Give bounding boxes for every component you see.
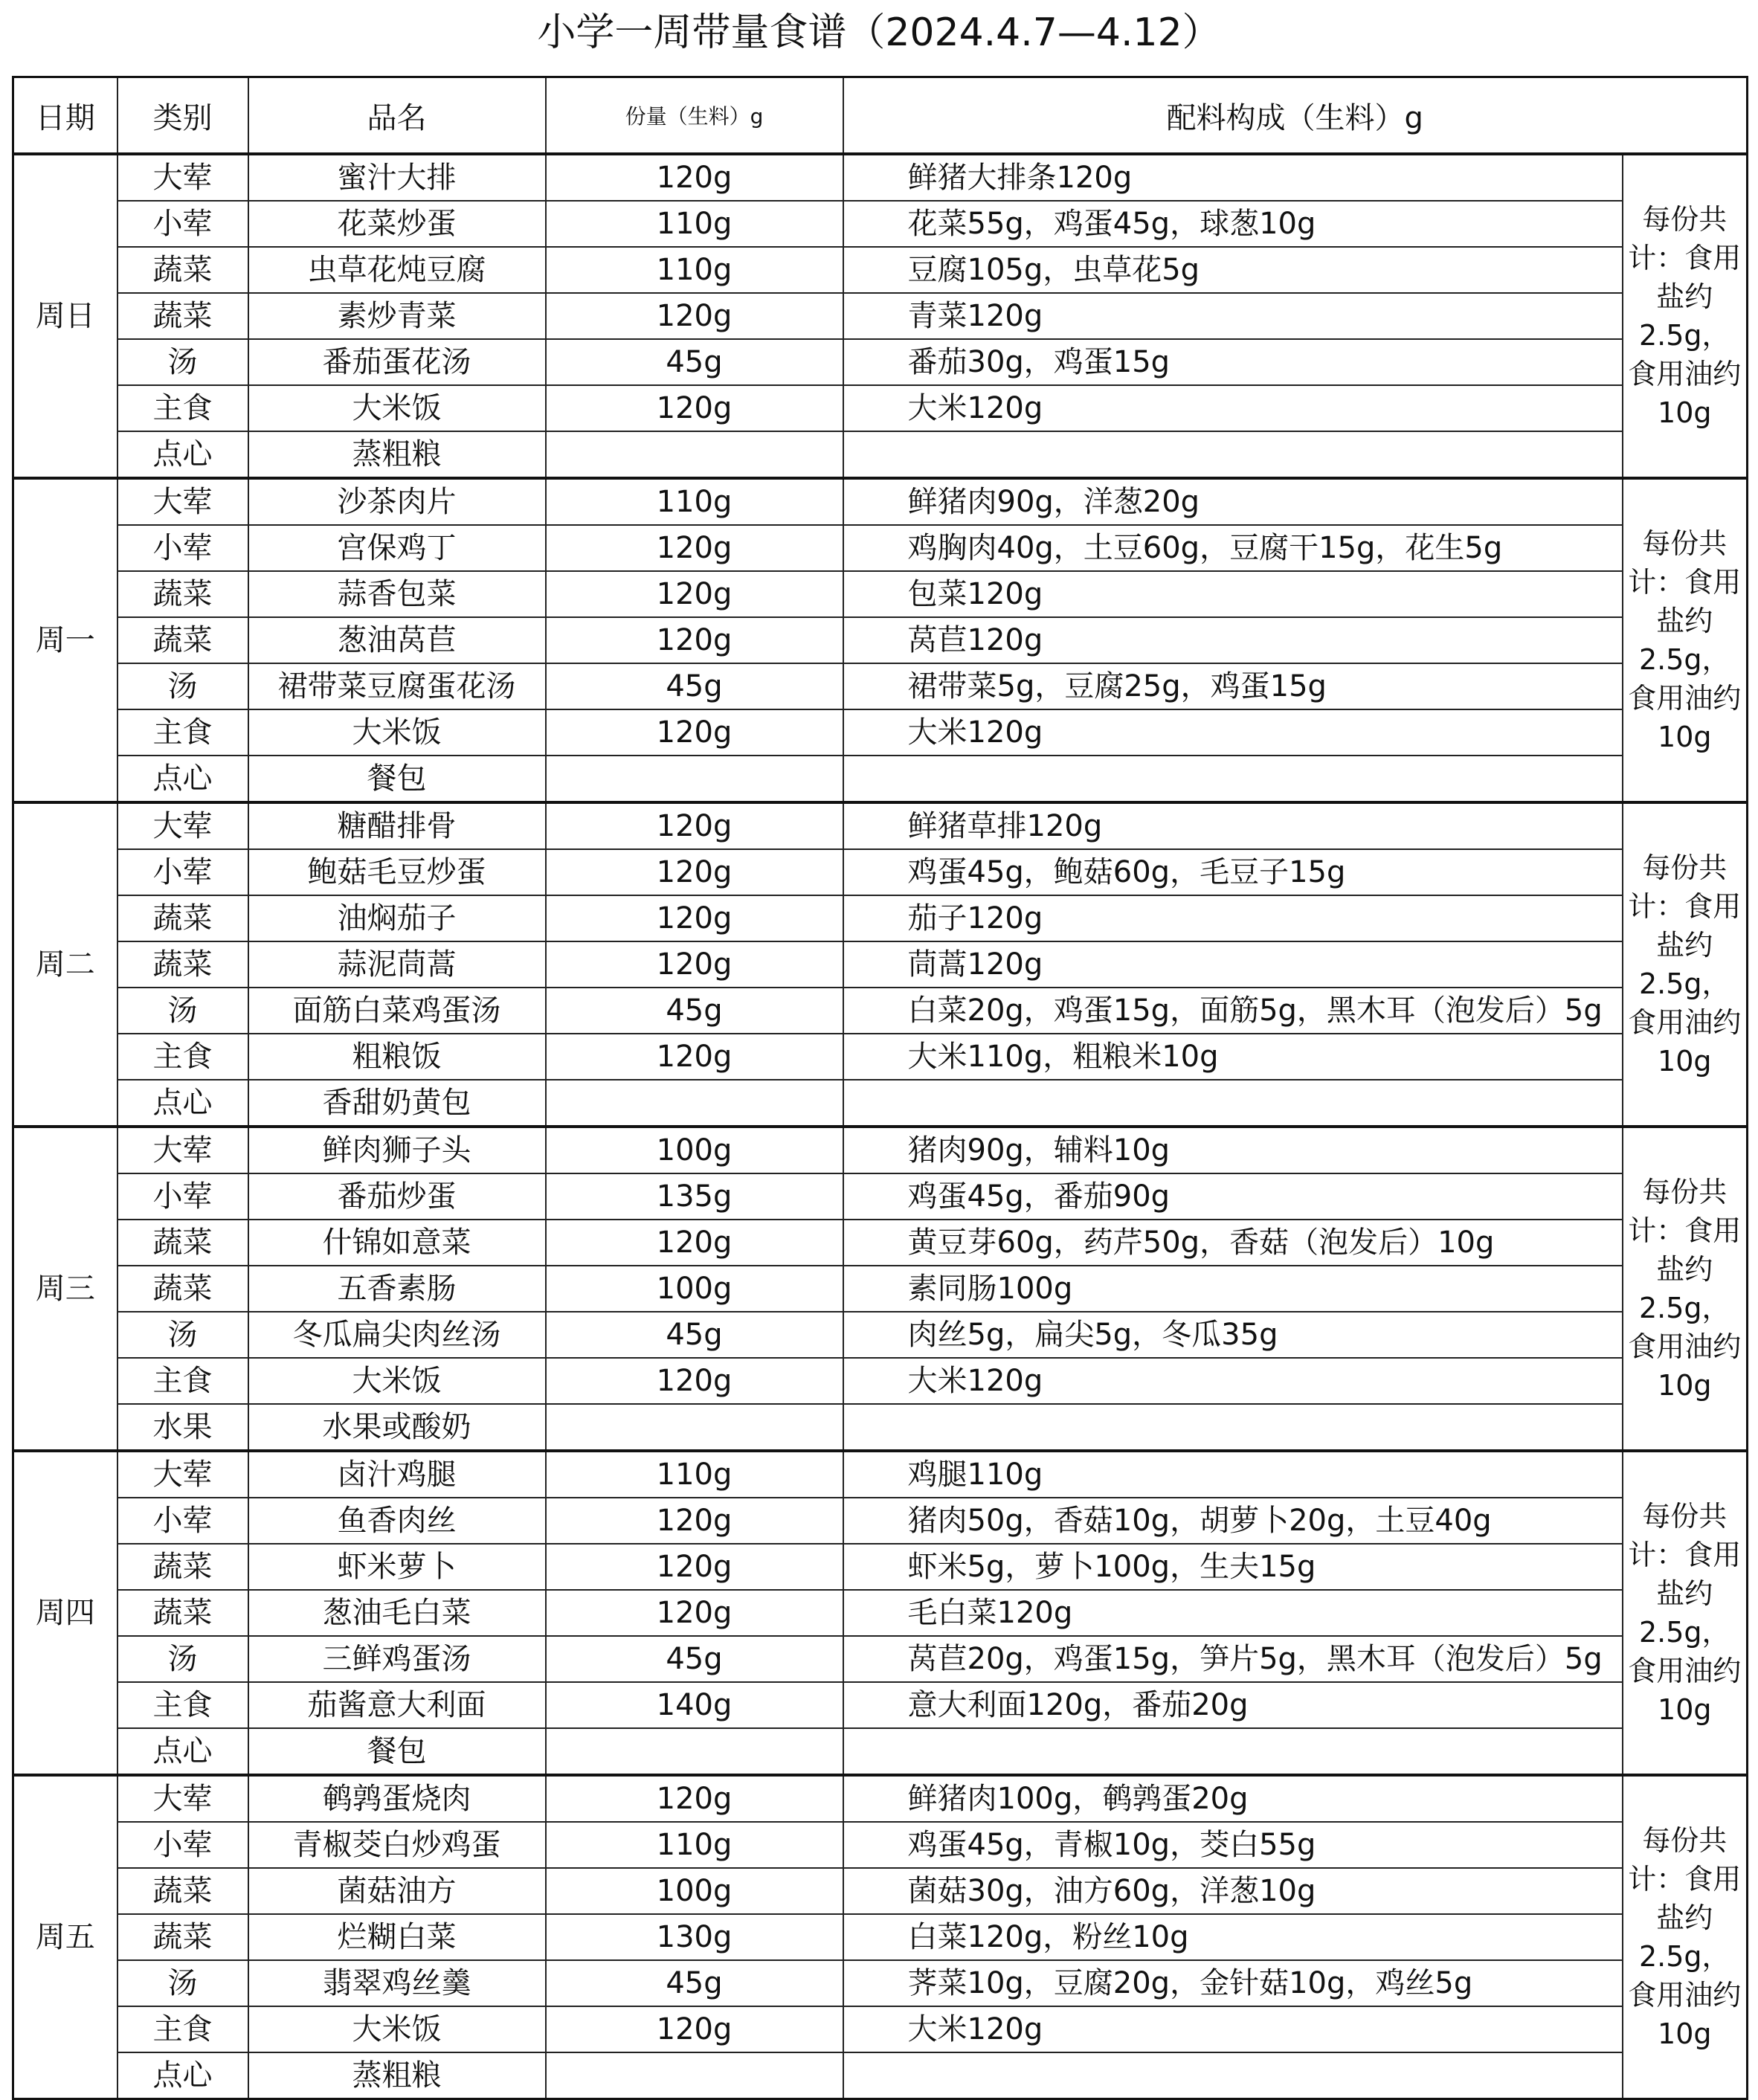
ingredients-cell: 黄豆芽60g，药芹50g，香菇（泡发后）10g <box>843 1220 1623 1266</box>
table-row <box>13 895 1748 941</box>
ingredients-cell: 莴苣20g，鸡蛋15g，笋片5g，黑木耳（泡发后）5g <box>843 1636 1623 1682</box>
daily-total-note: 每份共计：食用盐约2.5g，食用油约10g <box>1623 478 1748 802</box>
table-row <box>13 802 1748 849</box>
ingredients-cell <box>843 431 1623 478</box>
table-row <box>13 1498 1748 1544</box>
dish-name-cell: 素炒青菜 <box>248 293 546 339</box>
table-row <box>13 988 1748 1034</box>
dish-name-cell: 鹌鹑蛋烧肉 <box>248 1775 546 1822</box>
ingredients-cell: 白菜120g，粉丝10g <box>843 1914 1623 1960</box>
ingredients-cell: 鲜猪肉90g，洋葱20g <box>843 478 1623 525</box>
category-cell: 蔬菜 <box>117 1266 248 1312</box>
ingredients-cell: 豆腐105g，虫草花5g <box>843 247 1623 293</box>
day-cell: 周五 <box>13 1775 117 2099</box>
category-cell: 小荤 <box>117 525 248 571</box>
portion-cell: 100g <box>546 1266 843 1312</box>
ingredients-cell: 猪肉90g，辅料10g <box>843 1127 1623 1173</box>
category-cell: 汤 <box>117 663 248 709</box>
category-cell: 水果 <box>117 1404 248 1451</box>
header-dish-name: 品名 <box>248 77 546 155</box>
ingredients-cell: 包菜120g <box>843 571 1623 617</box>
ingredients-cell: 裙带菜5g，豆腐25g，鸡蛋15g <box>843 663 1623 709</box>
dish-name-cell: 番茄蛋花汤 <box>248 339 546 385</box>
category-cell: 小荤 <box>117 1822 248 1868</box>
category-cell: 蔬菜 <box>117 1914 248 1960</box>
header-date: 日期 <box>13 77 117 155</box>
table-row <box>13 709 1748 756</box>
table-row <box>13 1080 1748 1127</box>
ingredients-cell: 肉丝5g，扁尖5g，冬瓜35g <box>843 1312 1623 1358</box>
table-row <box>13 1220 1748 1266</box>
category-cell: 点心 <box>117 1728 248 1775</box>
ingredients-cell: 鲜猪大排条120g <box>843 154 1623 201</box>
category-cell: 主食 <box>117 1034 248 1080</box>
portion-cell: 120g <box>546 709 843 756</box>
dish-name-cell: 油焖茄子 <box>248 895 546 941</box>
dish-name-cell: 大米饭 <box>248 2006 546 2052</box>
category-cell: 主食 <box>117 385 248 431</box>
ingredients-cell: 鲜猪肉100g，鹌鹑蛋20g <box>843 1775 1623 1822</box>
dish-name-cell: 蒜香包菜 <box>248 571 546 617</box>
portion-cell: 45g <box>546 1960 843 2006</box>
daily-total-note: 每份共计：食用盐约2.5g，食用油约10g <box>1623 154 1748 478</box>
table-row <box>13 663 1748 709</box>
category-cell: 点心 <box>117 756 248 802</box>
portion-cell: 110g <box>546 1822 843 1868</box>
portion-cell: 120g <box>546 154 843 201</box>
portion-cell: 120g <box>546 1590 843 1636</box>
page-title: 小学一周带量食谱（2024.4.7—4.12） <box>537 10 1221 55</box>
ingredients-cell: 大米120g <box>843 2006 1623 2052</box>
ingredients-cell <box>843 2052 1623 2099</box>
category-cell: 汤 <box>117 1636 248 1682</box>
portion-cell <box>546 1080 843 1127</box>
category-cell: 蔬菜 <box>117 1590 248 1636</box>
ingredients-cell: 鸡胸肉40g，土豆60g，豆腐干15g，花生5g <box>843 525 1623 571</box>
table-row <box>13 431 1748 478</box>
portion-cell: 135g <box>546 1173 843 1220</box>
ingredients-cell: 番茄30g，鸡蛋15g <box>843 339 1623 385</box>
portion-cell: 100g <box>546 1127 843 1173</box>
category-cell: 大荤 <box>117 802 248 849</box>
portion-cell <box>546 1728 843 1775</box>
category-cell: 蔬菜 <box>117 895 248 941</box>
dish-name-cell: 大米饭 <box>248 709 546 756</box>
portion-cell <box>546 431 843 478</box>
dish-name-cell: 番茄炒蛋 <box>248 1173 546 1220</box>
portion-cell: 120g <box>546 849 843 895</box>
ingredients-cell: 茼蒿120g <box>843 941 1623 988</box>
ingredients-cell: 虾米5g，萝卜100g，生夫15g <box>843 1544 1623 1590</box>
ingredients-cell <box>843 756 1623 802</box>
day-cell: 周四 <box>13 1451 117 1775</box>
dish-name-cell: 鲍菇毛豆炒蛋 <box>248 849 546 895</box>
dish-name-cell: 餐包 <box>248 1728 546 1775</box>
dish-name-cell: 水果或酸奶 <box>248 1404 546 1451</box>
dish-name-cell: 五香素肠 <box>248 1266 546 1312</box>
table-row <box>13 1173 1748 1220</box>
table-row <box>13 1590 1748 1636</box>
portion-cell: 110g <box>546 201 843 247</box>
table-row <box>13 849 1748 895</box>
category-cell: 蔬菜 <box>117 617 248 663</box>
dish-name-cell: 翡翠鸡丝羹 <box>248 1960 546 2006</box>
day-cell: 周三 <box>13 1127 117 1451</box>
ingredients-cell: 大米120g <box>843 709 1623 756</box>
category-cell: 蔬菜 <box>117 293 248 339</box>
category-cell: 大荤 <box>117 1127 248 1173</box>
dish-name-cell: 大米饭 <box>248 1358 546 1404</box>
daily-total-note: 每份共计：食用盐约2.5g，食用油约10g <box>1623 802 1748 1127</box>
dish-name-cell: 青椒茭白炒鸡蛋 <box>248 1822 546 1868</box>
ingredients-cell: 茄子120g <box>843 895 1623 941</box>
daily-total-note: 每份共计：食用盐约2.5g，食用油约10g <box>1623 1775 1748 2099</box>
category-cell: 蔬菜 <box>117 941 248 988</box>
portion-cell: 45g <box>546 1636 843 1682</box>
category-cell: 汤 <box>117 339 248 385</box>
table-row <box>13 1034 1748 1080</box>
ingredients-cell <box>843 1080 1623 1127</box>
portion-cell: 120g <box>546 525 843 571</box>
portion-cell: 120g <box>546 1544 843 1590</box>
portion-cell: 120g <box>546 385 843 431</box>
table-row <box>13 1960 1748 2006</box>
category-cell: 蔬菜 <box>117 247 248 293</box>
category-cell: 大荤 <box>117 1775 248 1822</box>
dish-name-cell: 大米饭 <box>248 385 546 431</box>
portion-cell: 100g <box>546 1868 843 1914</box>
portion-cell: 45g <box>546 339 843 385</box>
dish-name-cell: 茄酱意大利面 <box>248 1682 546 1728</box>
table-row <box>13 385 1748 431</box>
table-row <box>13 1312 1748 1358</box>
ingredients-cell <box>843 1728 1623 1775</box>
table-row <box>13 1127 1748 1173</box>
table-row <box>13 1636 1748 1682</box>
dish-name-cell: 虫草花炖豆腐 <box>248 247 546 293</box>
dish-name-cell: 蒜泥茼蒿 <box>248 941 546 988</box>
menu-body <box>13 154 1748 2099</box>
ingredients-cell: 意大利面120g，番茄20g <box>843 1682 1623 1728</box>
dish-name-cell: 粗粮饭 <box>248 1034 546 1080</box>
dish-name-cell: 糖醋排骨 <box>248 802 546 849</box>
category-cell: 汤 <box>117 1960 248 2006</box>
portion-cell: 120g <box>546 571 843 617</box>
category-cell: 小荤 <box>117 1173 248 1220</box>
table-row <box>13 617 1748 663</box>
portion-cell <box>546 1404 843 1451</box>
category-cell: 小荤 <box>117 849 248 895</box>
portion-cell: 120g <box>546 293 843 339</box>
category-cell: 主食 <box>117 1358 248 1404</box>
daily-total-note: 每份共计：食用盐约2.5g，食用油约10g <box>1623 1451 1748 1775</box>
dish-name-cell: 菌菇油方 <box>248 1868 546 1914</box>
portion-cell: 140g <box>546 1682 843 1728</box>
table-row <box>13 525 1748 571</box>
table-row <box>13 1451 1748 1498</box>
table-row <box>13 941 1748 988</box>
table-row <box>13 1682 1748 1728</box>
ingredients-cell: 荠菜10g，豆腐20g，金针菇10g，鸡丝5g <box>843 1960 1623 2006</box>
table-row <box>13 1728 1748 1775</box>
category-cell: 小荤 <box>117 1498 248 1544</box>
category-cell: 汤 <box>117 1312 248 1358</box>
table-row <box>13 1358 1748 1404</box>
day-cell: 周二 <box>13 802 117 1127</box>
portion-cell: 120g <box>546 895 843 941</box>
portion-cell: 120g <box>546 1775 843 1822</box>
category-cell: 蔬菜 <box>117 1220 248 1266</box>
dish-name-cell: 冬瓜扁尖肉丝汤 <box>248 1312 546 1358</box>
ingredients-cell: 大米120g <box>843 385 1623 431</box>
category-cell: 小荤 <box>117 201 248 247</box>
ingredients-cell: 大米110g，粗粮米10g <box>843 1034 1623 1080</box>
portion-cell: 120g <box>546 2006 843 2052</box>
portion-cell: 120g <box>546 617 843 663</box>
dish-name-cell: 面筋白菜鸡蛋汤 <box>248 988 546 1034</box>
dish-name-cell: 餐包 <box>248 756 546 802</box>
category-cell: 大荤 <box>117 478 248 525</box>
table-row <box>13 2006 1748 2052</box>
table-row <box>13 154 1748 201</box>
portion-cell: 120g <box>546 941 843 988</box>
portion-cell: 120g <box>546 802 843 849</box>
table-header-row <box>13 77 1748 155</box>
table-row <box>13 2052 1748 2099</box>
dish-name-cell: 烂糊白菜 <box>248 1914 546 1960</box>
dish-name-cell: 卤汁鸡腿 <box>248 1451 546 1498</box>
ingredients-cell: 猪肉50g，香菇10g，胡萝卜20g，土豆40g <box>843 1498 1623 1544</box>
portion-cell: 45g <box>546 1312 843 1358</box>
table-row <box>13 571 1748 617</box>
category-cell: 点心 <box>117 431 248 478</box>
dish-name-cell: 葱油莴苣 <box>248 617 546 663</box>
category-cell: 主食 <box>117 709 248 756</box>
ingredients-cell: 鸡蛋45g，番茄90g <box>843 1173 1623 1220</box>
category-cell: 蔬菜 <box>117 571 248 617</box>
category-cell: 大荤 <box>117 1451 248 1498</box>
dish-name-cell: 沙茶肉片 <box>248 478 546 525</box>
table-row <box>13 247 1748 293</box>
header-ingredients: 配料构成（生料）g <box>843 77 1748 155</box>
portion-cell: 120g <box>546 1220 843 1266</box>
ingredients-cell <box>843 1404 1623 1451</box>
portion-cell: 110g <box>546 1451 843 1498</box>
category-cell: 主食 <box>117 1682 248 1728</box>
category-cell: 点心 <box>117 1080 248 1127</box>
dish-name-cell: 香甜奶黄包 <box>248 1080 546 1127</box>
table-row <box>13 339 1748 385</box>
dish-name-cell: 虾米萝卜 <box>248 1544 546 1590</box>
dish-name-cell: 蜜汁大排 <box>248 154 546 201</box>
dish-name-cell: 鱼香肉丝 <box>248 1498 546 1544</box>
ingredients-cell: 白菜20g，鸡蛋15g，面筋5g，黑木耳（泡发后）5g <box>843 988 1623 1034</box>
dish-name-cell: 裙带菜豆腐蛋花汤 <box>248 663 546 709</box>
dish-name-cell: 葱油毛白菜 <box>248 1590 546 1636</box>
ingredients-cell: 菌菇30g，油方60g，洋葱10g <box>843 1868 1623 1914</box>
portion-cell: 120g <box>546 1034 843 1080</box>
table-row <box>13 1266 1748 1312</box>
ingredients-cell: 素同肠100g <box>843 1266 1623 1312</box>
portion-cell: 120g <box>546 1358 843 1404</box>
table-row <box>13 478 1748 525</box>
header-portion: 份量（生料）g <box>546 77 843 155</box>
dish-name-cell: 宫保鸡丁 <box>248 525 546 571</box>
ingredients-cell: 鸡腿110g <box>843 1451 1623 1498</box>
menu-table <box>12 76 1748 2100</box>
ingredients-cell: 鲜猪草排120g <box>843 802 1623 849</box>
table-row <box>13 1914 1748 1960</box>
dish-name-cell: 蒸粗粮 <box>248 2052 546 2099</box>
table-row <box>13 1544 1748 1590</box>
portion-cell: 45g <box>546 988 843 1034</box>
daily-total-note: 每份共计：食用盐约2.5g，食用油约10g <box>1623 1127 1748 1451</box>
portion-cell: 130g <box>546 1914 843 1960</box>
dish-name-cell: 鲜肉狮子头 <box>248 1127 546 1173</box>
portion-cell <box>546 756 843 802</box>
portion-cell <box>546 2052 843 2099</box>
ingredients-cell: 大米120g <box>843 1358 1623 1404</box>
table-row <box>13 1775 1748 1822</box>
category-cell: 蔬菜 <box>117 1868 248 1914</box>
portion-cell: 110g <box>546 247 843 293</box>
ingredients-cell: 莴苣120g <box>843 617 1623 663</box>
table-row <box>13 1822 1748 1868</box>
category-cell: 大荤 <box>117 154 248 201</box>
ingredients-cell: 毛白菜120g <box>843 1590 1623 1636</box>
ingredients-cell: 鸡蛋45g，青椒10g，茭白55g <box>843 1822 1623 1868</box>
dish-name-cell: 什锦如意菜 <box>248 1220 546 1266</box>
dish-name-cell: 三鲜鸡蛋汤 <box>248 1636 546 1682</box>
category-cell: 汤 <box>117 988 248 1034</box>
day-cell: 周一 <box>13 478 117 802</box>
day-cell: 周日 <box>13 154 117 478</box>
table-row <box>13 1404 1748 1451</box>
header-category: 类别 <box>117 77 248 155</box>
portion-cell: 45g <box>546 663 843 709</box>
dish-name-cell: 蒸粗粮 <box>248 431 546 478</box>
table-row <box>13 293 1748 339</box>
table-row <box>13 1868 1748 1914</box>
portion-cell: 120g <box>546 1498 843 1544</box>
category-cell: 主食 <box>117 2006 248 2052</box>
ingredients-cell: 鸡蛋45g，鲍菇60g，毛豆子15g <box>843 849 1623 895</box>
table-row <box>13 201 1748 247</box>
table-row <box>13 756 1748 802</box>
portion-cell: 110g <box>546 478 843 525</box>
category-cell: 蔬菜 <box>117 1544 248 1590</box>
ingredients-cell: 青菜120g <box>843 293 1623 339</box>
ingredients-cell: 花菜55g，鸡蛋45g，球葱10g <box>843 201 1623 247</box>
dish-name-cell: 花菜炒蛋 <box>248 201 546 247</box>
category-cell: 点心 <box>117 2052 248 2099</box>
